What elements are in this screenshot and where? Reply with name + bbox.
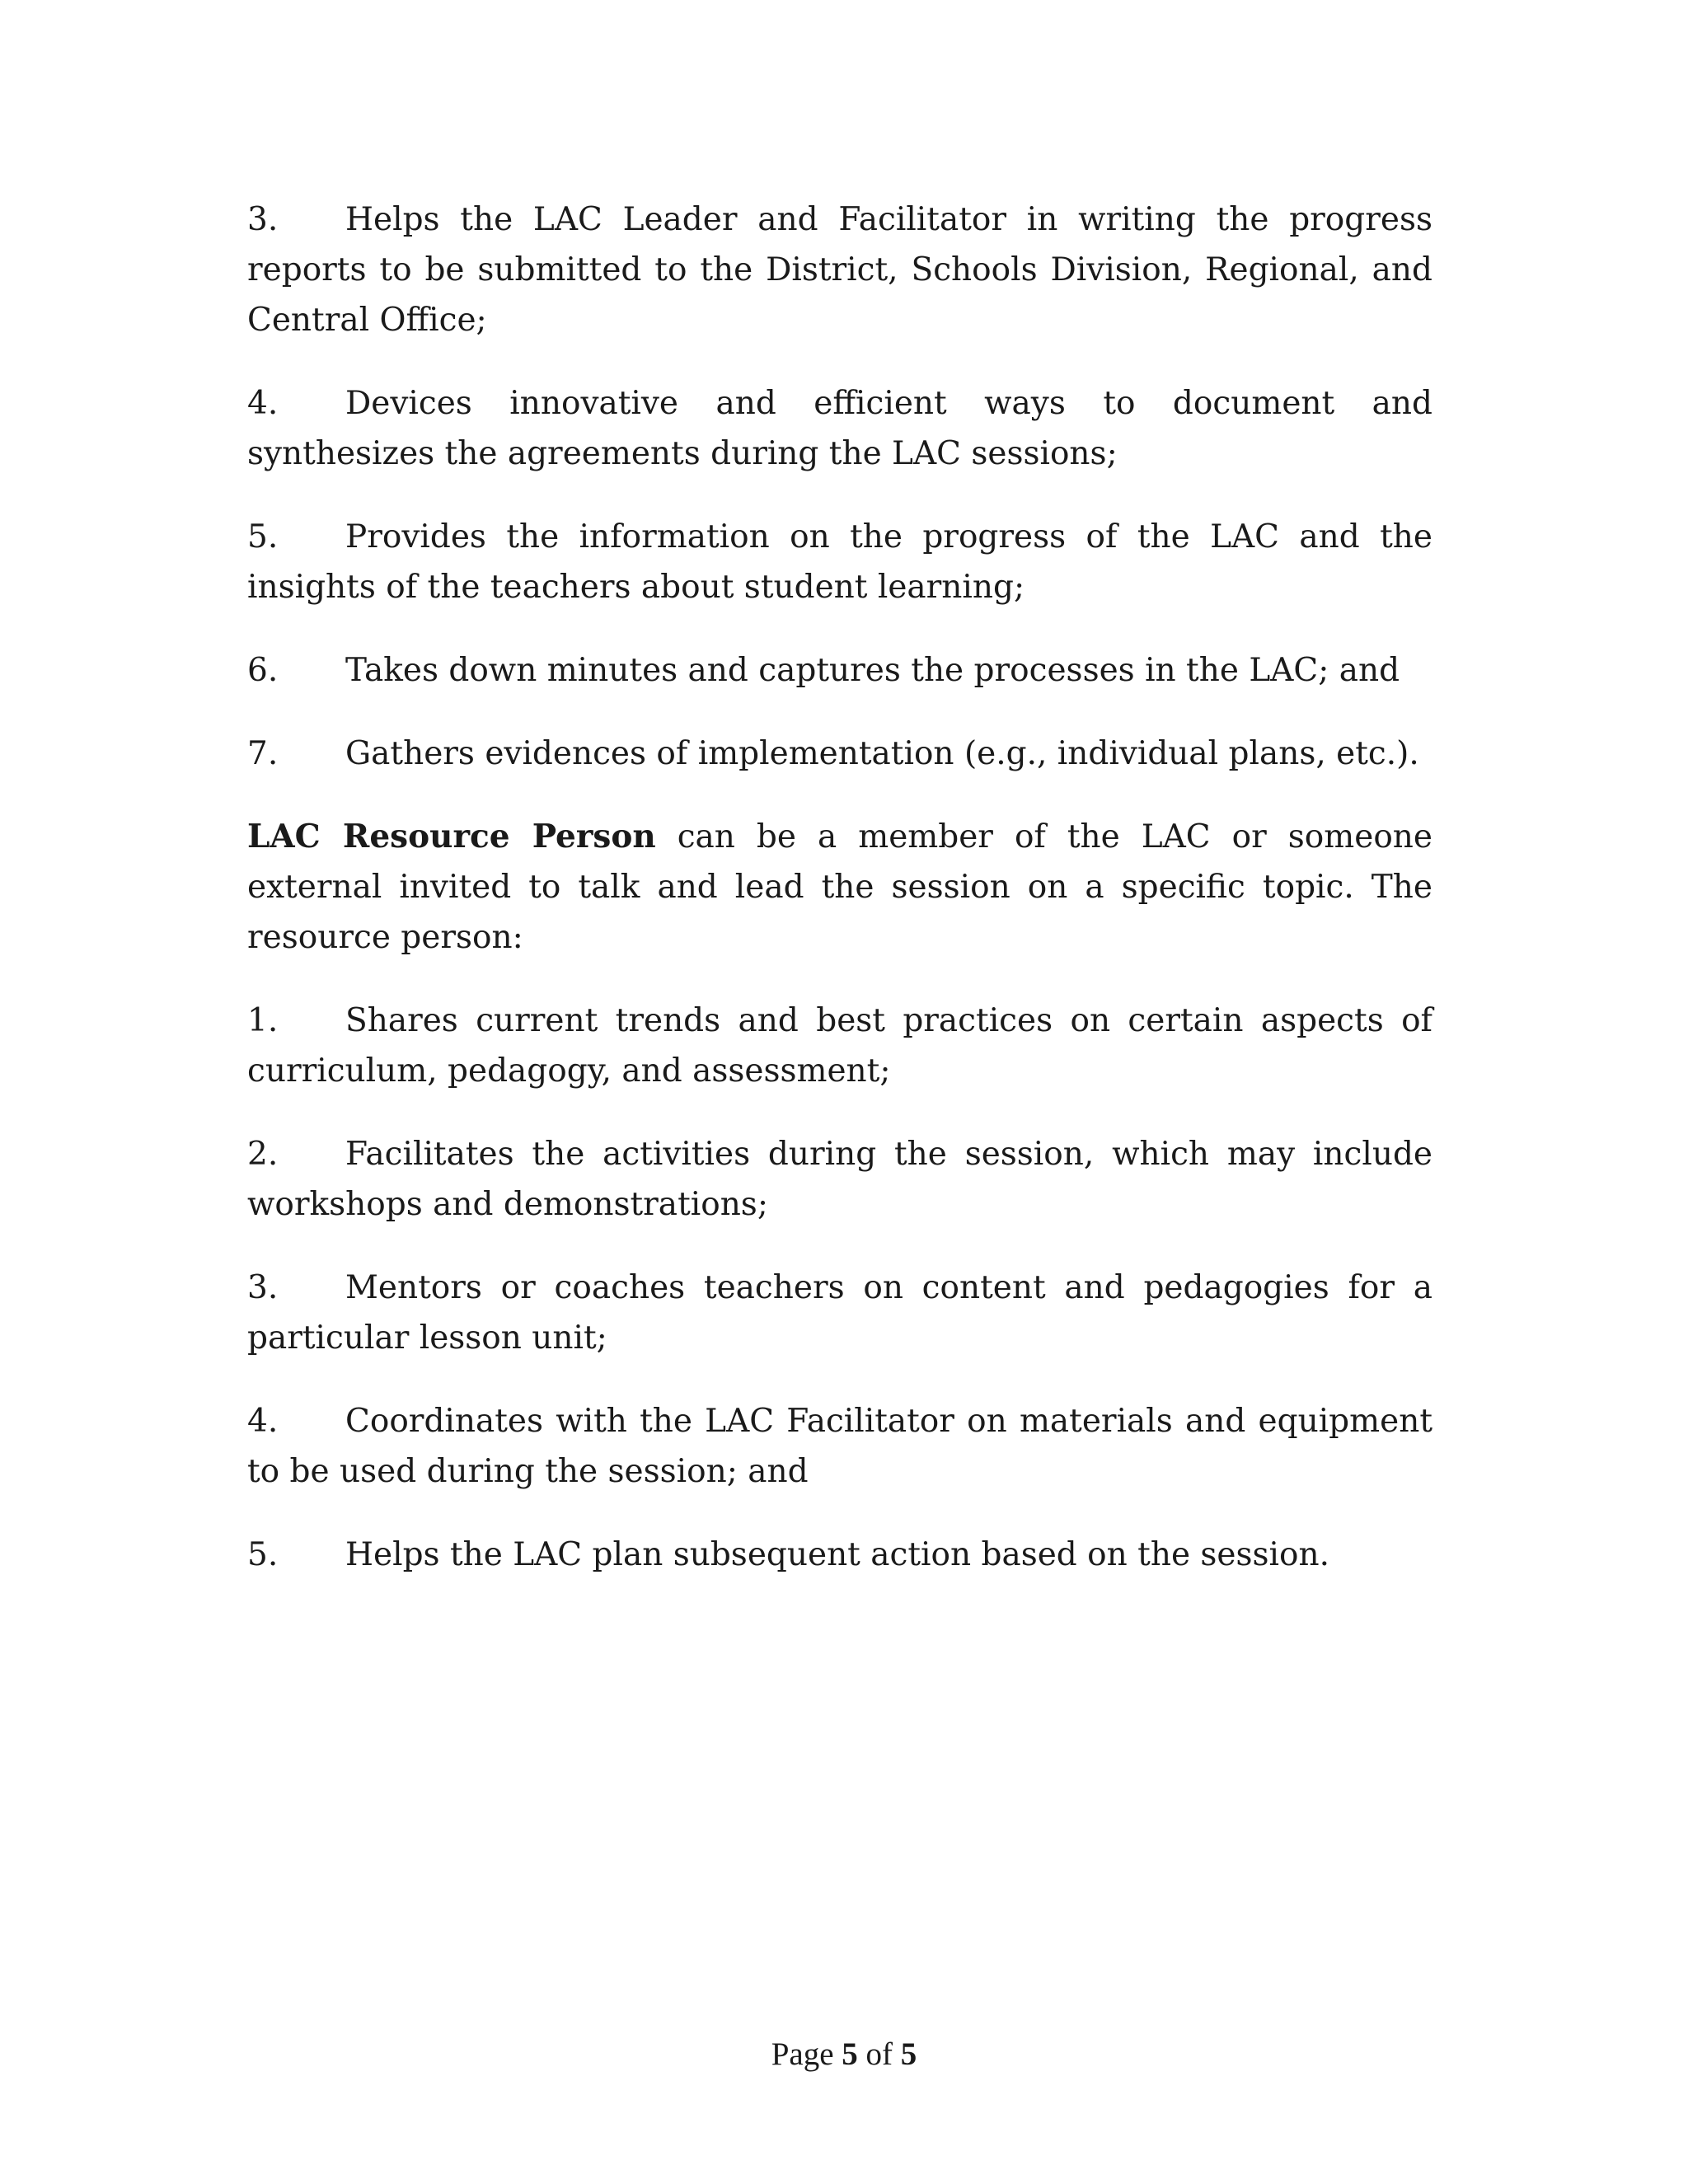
list-item	[247, 512, 1432, 612]
list-item	[247, 194, 1432, 345]
item-text: Takes down minutes and captures the processes in the LAC; and	[345, 652, 1400, 689]
item-number: 1.	[247, 1002, 279, 1039]
list-item	[247, 1396, 1432, 1497]
footer-of: of	[857, 2036, 901, 2072]
item-text: Facilitates the activities during the session, which may include workshops and demonstrations;	[247, 1136, 1432, 1223]
item-number: 4.	[247, 385, 279, 422]
resource-person-description: can be a member of the LAC or someone external invited to talk and lead the session on a specific topic. The resource person:	[247, 818, 1432, 956]
item-number: 3.	[247, 1269, 279, 1306]
page-footer	[0, 2034, 1688, 2075]
item-number: 7.	[247, 735, 279, 772]
item-number: 4.	[247, 1403, 279, 1440]
list-item	[247, 729, 1432, 779]
footer-current-page: 5	[842, 2036, 858, 2072]
item-text: Helps the LAC Leader and Facilitator in writing the progress reports to be submitted to the District, Schools Division, Regional, and Central Office;	[247, 201, 1432, 339]
list-item	[247, 996, 1432, 1096]
list-item	[247, 1129, 1432, 1230]
list-item	[247, 378, 1432, 479]
item-text: Mentors or coaches teachers on content and pedagogies for a particular lesson unit;	[247, 1269, 1432, 1357]
resource-person-term: LAC Resource Person	[247, 818, 656, 855]
item-number: 6.	[247, 652, 279, 689]
item-text: Gathers evidences of implementation (e.g., individual plans, etc.).	[345, 735, 1419, 772]
item-number: 5.	[247, 518, 279, 555]
item-number: 2.	[247, 1136, 279, 1173]
item-text: Shares current trends and best practices on certain aspects of curriculum, pedagogy, and assessment;	[247, 1002, 1432, 1090]
list-item	[247, 645, 1432, 696]
list-item	[247, 1530, 1432, 1580]
item-number: 3.	[247, 201, 279, 238]
page-content	[247, 194, 1432, 1613]
footer-total-pages: 5	[900, 2036, 917, 2072]
resource-person-paragraph	[247, 812, 1432, 963]
item-text: Provides the information on the progress of the LAC and the insights of the teachers about student learning;	[247, 518, 1432, 606]
item-text: Devices innovative and efficient ways to document and synthesizes the agreements during the LAC sessions;	[247, 385, 1432, 472]
item-number: 5.	[247, 1536, 279, 1573]
list-item	[247, 1263, 1432, 1363]
footer-prefix: Page	[771, 2036, 842, 2072]
item-text: Coordinates with the LAC Facilitator on materials and equipment to be used during the session; and	[247, 1403, 1432, 1490]
item-text: Helps the LAC plan subsequent action based on the session.	[345, 1536, 1330, 1573]
